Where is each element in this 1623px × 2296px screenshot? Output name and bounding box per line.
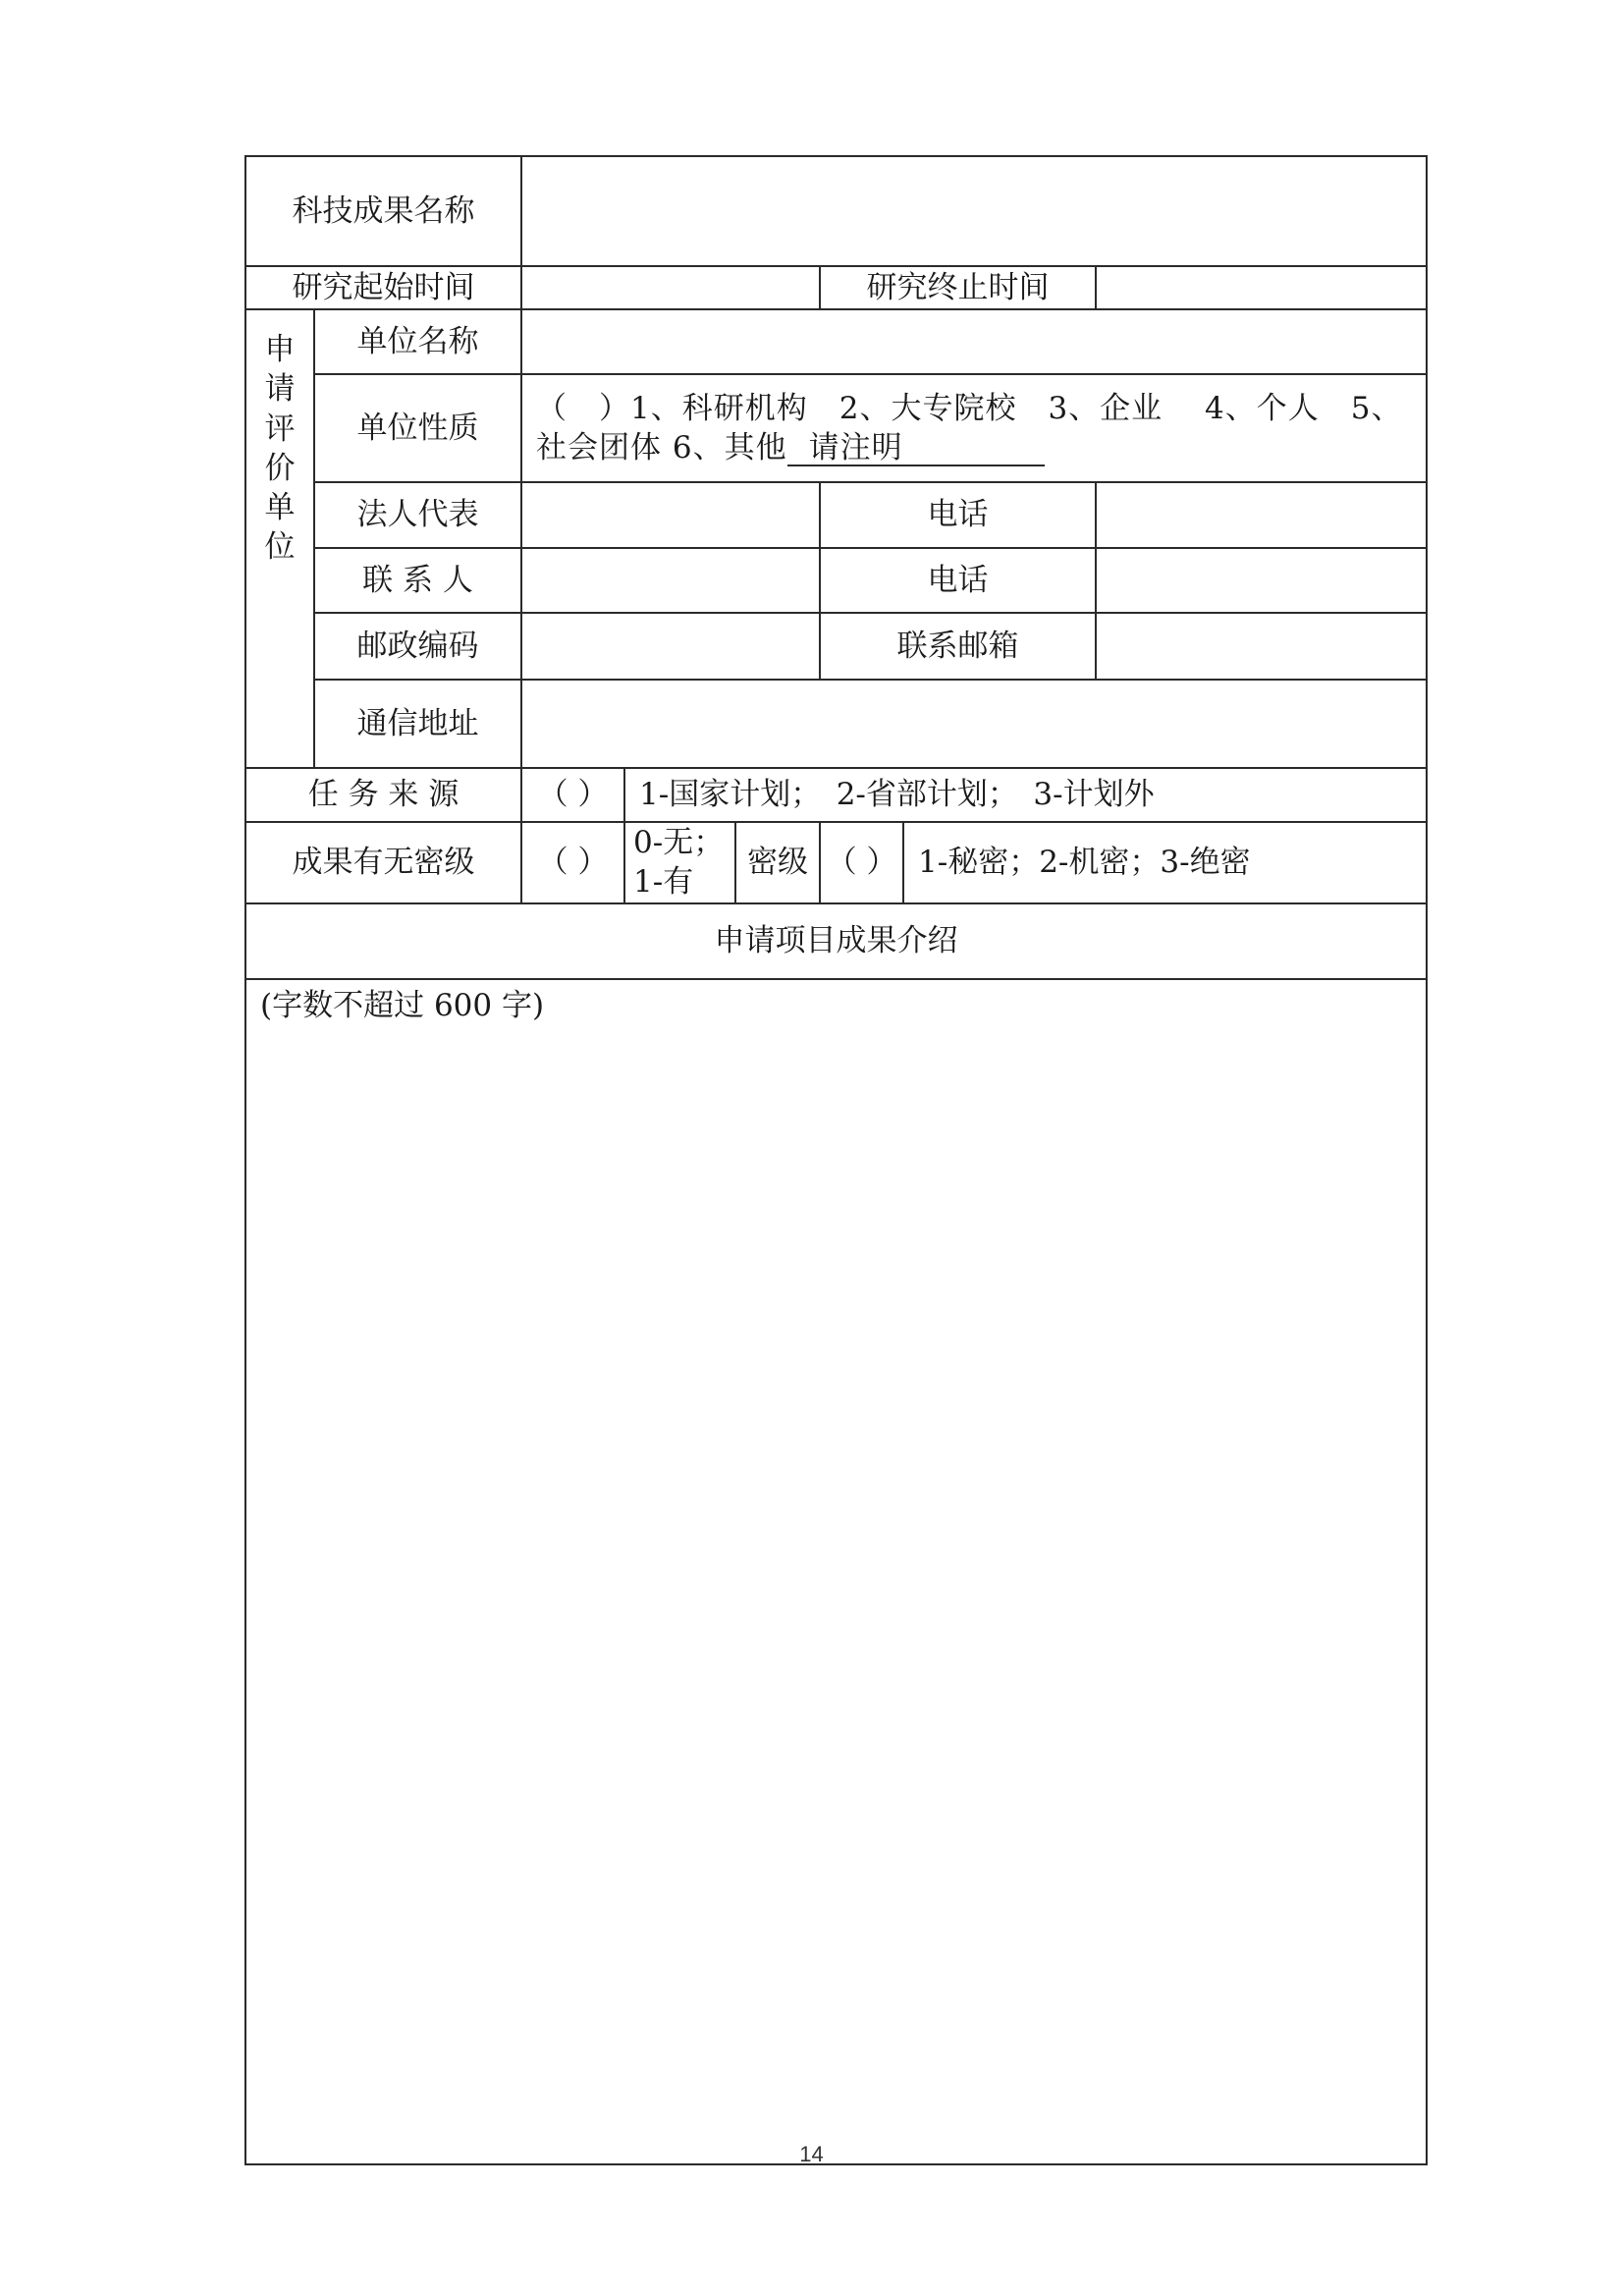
secret-label: 成果有无密级 — [245, 822, 521, 903]
intro-hint: (字数不超过 600 字) — [260, 987, 545, 1023]
vertical-char: 位 — [264, 529, 296, 566]
research-start-field[interactable] — [521, 266, 820, 309]
secret-options: 0-无；1-有 — [624, 822, 735, 903]
vertical-char: 评 — [264, 410, 296, 447]
legal-rep-phone-field[interactable] — [1096, 482, 1427, 548]
unit-nature-label: 单位性质 — [314, 374, 521, 482]
task-source-paren[interactable]: （ ） — [521, 768, 624, 822]
row-contact — [245, 548, 1427, 613]
unit-nature-options[interactable] — [521, 374, 1427, 482]
task-source-options: 1-国家计划； 2-省部计划； 3-计划外 — [624, 768, 1427, 822]
unit-nature-options-line2 — [536, 428, 1412, 467]
postcode-label: 邮政编码 — [314, 613, 521, 680]
task-source-label: 任 务 来 源 — [245, 768, 521, 822]
row-unit-nature — [245, 374, 1427, 482]
row-intro-title — [245, 903, 1427, 979]
row-unit-name — [245, 309, 1427, 374]
row-task-source — [245, 768, 1427, 822]
vertical-char: 申 — [264, 332, 296, 367]
row-achievement-name — [245, 156, 1427, 266]
intro-title: 申请项目成果介绍 — [245, 903, 1427, 979]
vertical-char: 单 — [264, 490, 296, 526]
row-research-time — [245, 266, 1427, 309]
email-label: 联系邮箱 — [820, 613, 1096, 680]
legal-rep-field[interactable] — [521, 482, 820, 548]
secret-paren[interactable]: （ ） — [521, 822, 624, 903]
phone-label: 电话 — [820, 482, 1096, 548]
email-field[interactable] — [1096, 613, 1427, 680]
research-start-label: 研究起始时间 — [245, 266, 521, 309]
row-secret — [245, 822, 1427, 903]
postcode-field[interactable] — [521, 613, 820, 680]
intro-textarea[interactable] — [245, 979, 1427, 2164]
secret-level-options: 1-秘密；2-机密；3-绝密 — [903, 822, 1427, 903]
phone-label: 电话 — [820, 548, 1096, 613]
page-number: 14 — [799, 2142, 824, 2166]
secret-level-label: 密级 — [735, 822, 820, 903]
unit-nature-other-prefix: 社会团体 6、其他 — [536, 430, 787, 465]
row-intro-body — [245, 979, 1427, 2164]
row-legal-rep — [245, 482, 1427, 548]
contact-phone-field[interactable] — [1096, 548, 1427, 613]
legal-rep-label: 法人代表 — [314, 482, 521, 548]
research-end-label: 研究终止时间 — [820, 266, 1096, 309]
contact-label: 联 系 人 — [314, 548, 521, 613]
applicant-unit-vertical-label — [245, 309, 314, 768]
achievement-name-label: 科技成果名称 — [245, 156, 521, 266]
row-address — [245, 680, 1427, 768]
contact-field[interactable] — [521, 548, 820, 613]
secret-level-paren[interactable]: （ ） — [820, 822, 903, 903]
row-postcode — [245, 613, 1427, 680]
vertical-char: 价 — [264, 450, 296, 486]
unit-nature-other-field[interactable]: 请注明 — [787, 431, 1045, 466]
unit-name-field[interactable] — [521, 309, 1427, 374]
unit-name-label: 单位名称 — [314, 309, 521, 374]
address-field[interactable] — [521, 680, 1427, 768]
unit-nature-options-line1: （ ）1、科研机构 2、大专院校 3、企业 4、个人 5、 — [536, 390, 1403, 426]
vertical-char: 请 — [264, 371, 296, 408]
research-end-field[interactable] — [1096, 266, 1427, 309]
application-form-table — [244, 155, 1428, 2165]
achievement-name-field[interactable] — [521, 156, 1427, 266]
address-label: 通信地址 — [314, 680, 521, 768]
